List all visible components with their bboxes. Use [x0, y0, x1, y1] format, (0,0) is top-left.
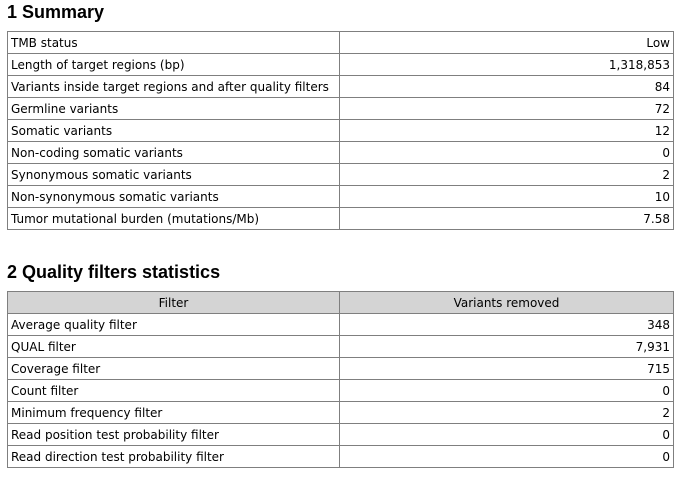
row-value: 2: [340, 402, 674, 424]
summary-row: [8, 76, 674, 98]
summary-row: [8, 120, 674, 142]
quality-row: [8, 402, 674, 424]
column-header-variants-removed: Variants removed: [340, 292, 674, 314]
quality-row: [8, 446, 674, 468]
row-label: TMB status: [8, 32, 340, 54]
summary-row: [8, 32, 674, 54]
summary-heading: 1 Summary: [7, 2, 105, 22]
row-value: 84: [340, 76, 674, 98]
row-value: 1,318,853: [340, 54, 674, 76]
summary-row: [8, 142, 674, 164]
row-label: Non-synonymous somatic variants: [8, 186, 340, 208]
summary-table: [7, 31, 674, 230]
row-label: Coverage filter: [8, 358, 340, 380]
quality-row: [8, 424, 674, 446]
row-label: Average quality filter: [8, 314, 340, 336]
row-value: 0: [340, 424, 674, 446]
row-label: QUAL filter: [8, 336, 340, 358]
summary-row: [8, 54, 674, 76]
row-label: Synonymous somatic variants: [8, 164, 340, 186]
row-label: Variants inside target regions and after quality filters: [8, 76, 340, 98]
quality-row: [8, 336, 674, 358]
quality-heading: 2 Quality filters statistics: [7, 262, 221, 282]
summary-row: [8, 208, 674, 230]
row-label: Minimum frequency filter: [8, 402, 340, 424]
row-label: Non-coding somatic variants: [8, 142, 340, 164]
row-value: 715: [340, 358, 674, 380]
row-label: Somatic variants: [8, 120, 340, 142]
row-label: Read direction test probability filter: [8, 446, 340, 468]
row-value: 0: [340, 380, 674, 402]
summary-row: [8, 186, 674, 208]
quality-row: [8, 358, 674, 380]
quality-table-body: [8, 314, 674, 468]
quality-row: [8, 314, 674, 336]
quality-table: [7, 291, 674, 468]
row-value: 72: [340, 98, 674, 120]
row-value: 7,931: [340, 336, 674, 358]
summary-row: [8, 98, 674, 120]
row-label: Germline variants: [8, 98, 340, 120]
quality-row: [8, 380, 674, 402]
row-value: 0: [340, 142, 674, 164]
column-header-filter: Filter: [8, 292, 340, 314]
row-label: Length of target regions (bp): [8, 54, 340, 76]
row-value: 10: [340, 186, 674, 208]
row-value: 348: [340, 314, 674, 336]
row-value: 7.58: [340, 208, 674, 230]
row-label: Tumor mutational burden (mutations/Mb): [8, 208, 340, 230]
row-value: 12: [340, 120, 674, 142]
row-label: Count filter: [8, 380, 340, 402]
row-value: 2: [340, 164, 674, 186]
row-value: Low: [340, 32, 674, 54]
summary-table-body: [8, 32, 674, 230]
quality-header-row: [8, 292, 674, 314]
row-label: Read position test probability filter: [8, 424, 340, 446]
summary-row: [8, 164, 674, 186]
row-value: 0: [340, 446, 674, 468]
